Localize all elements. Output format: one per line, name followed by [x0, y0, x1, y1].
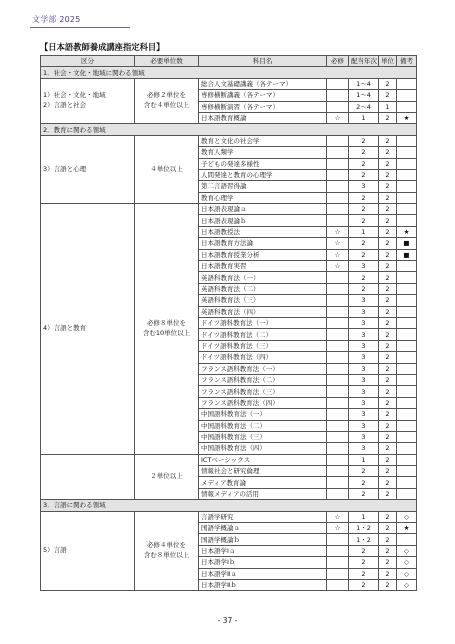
required-mark: ☆: [327, 238, 349, 249]
course-name: ドイツ語科教育法（三）: [199, 340, 327, 351]
credits: 2: [379, 374, 397, 385]
credits: 2: [379, 466, 397, 477]
category-line: 4）言語と教育: [43, 324, 87, 333]
column-header: 配当年次: [349, 56, 379, 67]
credits: 2: [379, 420, 397, 431]
credits: 2: [379, 409, 397, 420]
note-mark: [397, 431, 417, 442]
course-name: 国語学概論ｂ: [199, 534, 327, 545]
assigned-year: 2: [349, 192, 379, 203]
required-mark: [327, 488, 349, 499]
assigned-year: 2: [349, 579, 379, 590]
credits: 2: [379, 112, 397, 123]
category-line: 3）言語と心理: [43, 164, 87, 173]
note-mark: [397, 90, 417, 101]
assigned-year: 2: [349, 272, 379, 283]
note-mark: [397, 443, 417, 454]
assigned-year: 2: [349, 283, 379, 294]
assigned-year: 3: [349, 295, 379, 306]
credits: 2: [379, 523, 397, 534]
assigned-year: 3: [349, 443, 379, 454]
course-name: 教育と文化の社会学: [199, 135, 327, 146]
category-cell: [41, 135, 135, 203]
required-mark: [327, 397, 349, 408]
course-name: 日本語教育授業分析: [199, 249, 327, 260]
note-mark: [397, 78, 417, 89]
course-name: 英語科教育法（三）: [199, 295, 327, 306]
required-mark: [327, 283, 349, 294]
table-row: [41, 511, 417, 522]
requirement-cell: [135, 135, 199, 203]
required-mark: [327, 329, 349, 340]
note-mark: [397, 409, 417, 420]
assigned-year: 2: [349, 147, 379, 158]
column-header: 必修: [327, 56, 349, 67]
section-heading: 3．言語に関わる領域: [41, 500, 417, 511]
required-mark: [327, 169, 349, 180]
note-mark: [397, 329, 417, 340]
note-mark: ◇: [397, 511, 417, 522]
credits: 2: [379, 238, 397, 249]
course-name: フランス語科教育法（四）: [199, 397, 327, 408]
assigned-year: 3: [349, 181, 379, 192]
column-header: 必要単位数: [135, 56, 199, 67]
credits: 2: [379, 192, 397, 203]
required-mark: [327, 340, 349, 351]
course-name: フランス語科教育法（一）: [199, 363, 327, 374]
category-line: 2）言語と社会: [43, 101, 87, 110]
course-name: 日本語教授法: [199, 226, 327, 237]
category-cell: [41, 454, 135, 500]
requirement-cell: [135, 204, 199, 455]
table-row: [41, 454, 417, 465]
note-mark: [397, 181, 417, 192]
credits: 2: [379, 511, 397, 522]
assigned-year: 2: [349, 557, 379, 568]
assigned-year: 2: [349, 249, 379, 260]
course-name: 中国語科教育法（一）: [199, 409, 327, 420]
required-mark: [327, 192, 349, 203]
assigned-year: 2: [349, 158, 379, 169]
required-mark: [327, 431, 349, 442]
note-mark: ★: [397, 226, 417, 237]
note-mark: [397, 454, 417, 465]
course-name: 第二言語習得論: [199, 181, 327, 192]
credits: 2: [379, 272, 397, 283]
assigned-year: 3: [349, 397, 379, 408]
note-mark: [397, 397, 417, 408]
course-name: 子どもの発達多様性: [199, 158, 327, 169]
assigned-year: 3: [349, 329, 379, 340]
required-mark: [327, 568, 349, 579]
department-header: 文学部 2025: [32, 15, 81, 24]
column-header: 区分: [41, 56, 135, 67]
requirement-line: 含む10単位以上: [142, 328, 191, 337]
requirement-cell: [135, 454, 199, 500]
assigned-year: 2: [349, 545, 379, 556]
required-mark: [327, 158, 349, 169]
required-mark: [327, 181, 349, 192]
required-mark: [327, 101, 349, 112]
required-mark: [327, 534, 349, 545]
note-mark: [397, 272, 417, 283]
section-heading-row: [41, 124, 417, 135]
credits: 2: [379, 545, 397, 556]
category-cell: [41, 511, 135, 591]
note-mark: [397, 534, 417, 545]
section-heading-row: [41, 500, 417, 511]
requirement-cell: [135, 511, 199, 591]
note-mark: [397, 488, 417, 499]
note-mark: [397, 466, 417, 477]
note-mark: [397, 261, 417, 272]
note-mark: [397, 101, 417, 112]
assigned-year: 2: [349, 477, 379, 488]
assigned-year: 3: [349, 374, 379, 385]
required-mark: ☆: [327, 523, 349, 534]
column-header: 備考: [397, 56, 417, 67]
required-mark: [327, 420, 349, 431]
note-mark: ◇: [397, 579, 417, 590]
required-mark: [327, 443, 349, 454]
credits: 2: [379, 226, 397, 237]
credits: 2: [379, 557, 397, 568]
note-mark: [397, 135, 417, 146]
credits: 2: [379, 169, 397, 180]
assigned-year: 3: [349, 340, 379, 351]
course-name: 専修横断演習（各テーマ）: [199, 101, 327, 112]
assigned-year: 1・2: [349, 523, 379, 534]
note-mark: [397, 352, 417, 363]
required-mark: ☆: [327, 261, 349, 272]
course-name: 英語科教育法（四）: [199, 306, 327, 317]
credits: 2: [379, 283, 397, 294]
note-mark: ◇: [397, 545, 417, 556]
credits: 2: [379, 340, 397, 351]
category-cell: [41, 204, 135, 455]
required-mark: [327, 135, 349, 146]
note-mark: [397, 363, 417, 374]
course-name: 日本語学Ⅱｂ: [199, 579, 327, 590]
required-mark: ☆: [327, 249, 349, 260]
assigned-year: 3: [349, 317, 379, 328]
assigned-year: 2: [349, 169, 379, 180]
note-mark: [397, 169, 417, 180]
note-mark: ■: [397, 238, 417, 249]
assigned-year: 3: [349, 352, 379, 363]
required-mark: [327, 409, 349, 420]
course-name: 人間発達と教育の心理学: [199, 169, 327, 180]
note-mark: [397, 340, 417, 351]
assigned-year: 2: [349, 466, 379, 477]
required-mark: [327, 352, 349, 363]
required-mark: [327, 295, 349, 306]
assigned-year: 2: [349, 135, 379, 146]
credits: 2: [379, 363, 397, 374]
course-name: 情報社会と研究倫理: [199, 466, 327, 477]
course-name: 英語科教育法（一）: [199, 272, 327, 283]
course-name: ICTベーシックス: [199, 454, 327, 465]
course-name: 専修横断講義（各テーマ）: [199, 90, 327, 101]
section-heading-row: [41, 67, 417, 78]
credits: 2: [379, 317, 397, 328]
category-line: 1）社会・文化・地域: [43, 91, 106, 100]
required-mark: [327, 386, 349, 397]
course-name: 日本語教育概論: [199, 112, 327, 123]
note-mark: ◇: [397, 568, 417, 579]
requirement-line: ２単位以上: [150, 472, 183, 481]
credits: 2: [379, 306, 397, 317]
assigned-year: 2: [349, 204, 379, 215]
requirement-line: ４単位以上: [150, 164, 183, 173]
required-mark: [327, 557, 349, 568]
course-name: 日本語表現論ａ: [199, 204, 327, 215]
requirement-line: 必修８単位を: [147, 319, 186, 328]
course-name: 日本語学Ⅰｂ: [199, 557, 327, 568]
note-mark: [397, 147, 417, 158]
required-mark: [327, 272, 349, 283]
credits: 1: [379, 101, 397, 112]
required-mark: [327, 477, 349, 488]
credits: 2: [379, 477, 397, 488]
assigned-year: 3: [349, 431, 379, 442]
assigned-year: 2: [349, 488, 379, 499]
credits: 2: [379, 181, 397, 192]
credits: 2: [379, 147, 397, 158]
table-row: [41, 204, 417, 215]
required-mark: [327, 78, 349, 89]
document-title: 【日本語教師養成講座指定科目】: [40, 42, 165, 52]
course-name: 日本語表現論ｂ: [199, 215, 327, 226]
credits: 2: [379, 443, 397, 454]
required-mark: [327, 545, 349, 556]
course-name: 言語学研究: [199, 511, 327, 522]
course-name: 国語学概論ａ: [199, 523, 327, 534]
note-mark: [397, 306, 417, 317]
note-mark: [397, 192, 417, 203]
note-mark: ◇: [397, 557, 417, 568]
required-mark: [327, 204, 349, 215]
assigned-year: 1〜4: [349, 78, 379, 89]
assigned-year: 3: [349, 420, 379, 431]
required-mark: [327, 147, 349, 158]
course-name: フランス語科教育法（三）: [199, 386, 327, 397]
credits: 2: [379, 295, 397, 306]
assigned-year: 1〜4: [349, 90, 379, 101]
required-mark: [327, 306, 349, 317]
note-mark: [397, 420, 417, 431]
note-mark: [397, 374, 417, 385]
required-mark: [327, 90, 349, 101]
course-name: 教育人類学: [199, 147, 327, 158]
category-cell: [41, 78, 135, 124]
requirement-cell: [135, 78, 199, 124]
course-name: 日本語教育実習: [199, 261, 327, 272]
required-mark: [327, 579, 349, 590]
note-mark: [397, 386, 417, 397]
assigned-year: 3: [349, 363, 379, 374]
credits: 2: [379, 215, 397, 226]
note-mark: [397, 283, 417, 294]
course-name: ドイツ語科教育法（四）: [199, 352, 327, 363]
section-heading: 1．社会・文化・地域に関わる領域: [41, 67, 417, 78]
credits: 2: [379, 352, 397, 363]
requirement-line: 含む４単位以上: [143, 101, 190, 110]
table-row: [41, 135, 417, 146]
note-mark: [397, 317, 417, 328]
course-name: 中国語科教育法（四）: [199, 443, 327, 454]
note-mark: ★: [397, 112, 417, 123]
note-mark: [397, 477, 417, 488]
course-name: 日本語教育方法論: [199, 238, 327, 249]
assigned-year: 1: [349, 454, 379, 465]
credits: 2: [379, 135, 397, 146]
note-mark: [397, 215, 417, 226]
courses-table: [40, 55, 417, 591]
credits: 2: [379, 261, 397, 272]
header-rule: [30, 27, 130, 28]
course-name: 中国語科教育法（二）: [199, 420, 327, 431]
required-mark: [327, 454, 349, 465]
course-name: 日本語学Ⅰａ: [199, 545, 327, 556]
assigned-year: 1・2: [349, 534, 379, 545]
course-name: フランス語科教育法（二）: [199, 374, 327, 385]
course-name: ドイツ語科教育法（二）: [199, 329, 327, 340]
requirement-line: 含む８単位以上: [143, 550, 190, 559]
credits: 2: [379, 488, 397, 499]
credits: 2: [379, 90, 397, 101]
course-name: 総合人文基礎講義（各テーマ）: [199, 78, 327, 89]
credits: 2: [379, 78, 397, 89]
credits: 2: [379, 534, 397, 545]
assigned-year: 3: [349, 409, 379, 420]
required-mark: ☆: [327, 511, 349, 522]
required-mark: [327, 317, 349, 328]
course-name: メディア教育論: [199, 477, 327, 488]
credits: 2: [379, 158, 397, 169]
requirement-line: 必修４単位を: [147, 541, 186, 550]
assigned-year: 1: [349, 511, 379, 522]
course-name: 中国語科教育法（三）: [199, 431, 327, 442]
required-mark: [327, 363, 349, 374]
page-number: - 37 -: [217, 616, 238, 625]
assigned-year: 1: [349, 226, 379, 237]
required-mark: [327, 215, 349, 226]
course-name: 英語科教育法（二）: [199, 283, 327, 294]
note-mark: [397, 295, 417, 306]
table-body: [41, 67, 417, 591]
required-mark: [327, 374, 349, 385]
course-name: 日本語学Ⅱａ: [199, 568, 327, 579]
assigned-year: 3: [349, 306, 379, 317]
credits: 2: [379, 397, 397, 408]
assigned-year: 3: [349, 261, 379, 272]
note-mark: ★: [397, 523, 417, 534]
credits: 2: [379, 431, 397, 442]
note-mark: ■: [397, 249, 417, 260]
table-header-row: [41, 56, 417, 67]
assigned-year: 2: [349, 215, 379, 226]
credits: 2: [379, 454, 397, 465]
category-line: 5）言語: [43, 546, 67, 555]
column-header: 科目名: [199, 56, 327, 67]
credits: 2: [379, 579, 397, 590]
course-name: ドイツ語科教育法（一）: [199, 317, 327, 328]
required-mark: [327, 466, 349, 477]
assigned-year: 1: [349, 112, 379, 123]
required-mark: ☆: [327, 112, 349, 123]
required-mark: ☆: [327, 226, 349, 237]
credits: 2: [379, 568, 397, 579]
credits: 2: [379, 329, 397, 340]
credits: 2: [379, 249, 397, 260]
assigned-year: 2: [349, 238, 379, 249]
credits: 2: [379, 204, 397, 215]
assigned-year: 2: [349, 568, 379, 579]
section-heading: 2．教育に関わる領域: [41, 124, 417, 135]
requirement-line: 必修２単位を: [147, 91, 186, 100]
course-name: 教育心理学: [199, 192, 327, 203]
table-row: [41, 78, 417, 89]
assigned-year: 2〜4: [349, 101, 379, 112]
note-mark: [397, 158, 417, 169]
credits: 2: [379, 386, 397, 397]
course-name: 情報メディアの活用: [199, 488, 327, 499]
note-mark: [397, 204, 417, 215]
assigned-year: 3: [349, 386, 379, 397]
column-header: 単位: [379, 56, 397, 67]
